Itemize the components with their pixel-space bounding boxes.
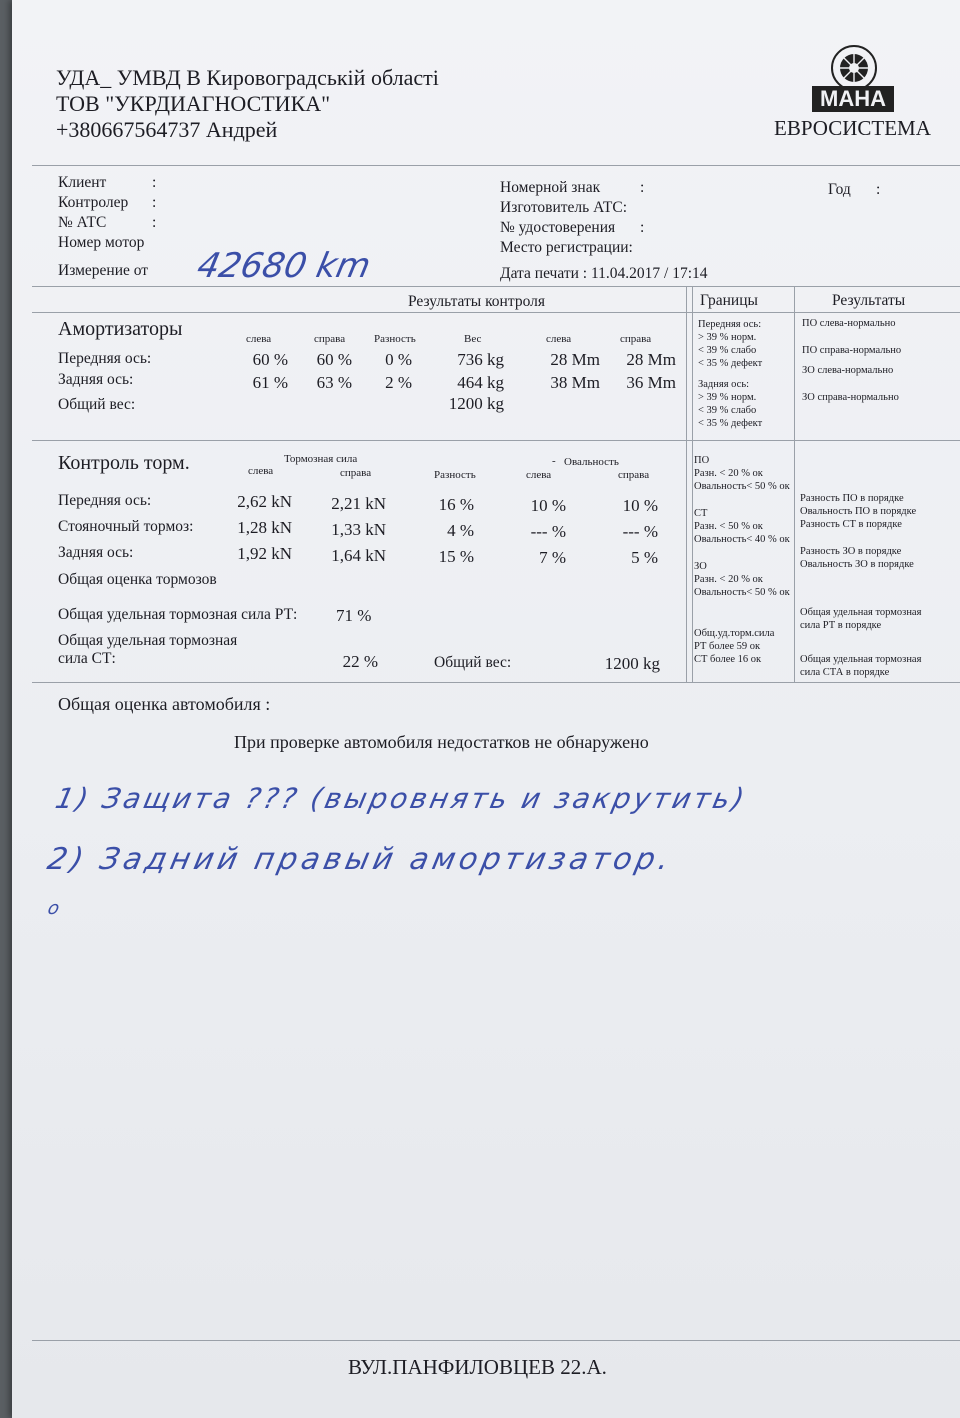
brakes-limit-po-diff: Разн. < 20 % ок [694,468,763,479]
shocks-limit-1: Передняя ось: [698,319,762,330]
shocks-front-left: 60 % [252,350,288,369]
brakes-pt-label: Общая удельная тормозная сила РТ: [58,606,298,623]
brakes-col-left: слева [248,465,274,477]
brakes-rear-right: 1,64 kN [331,546,386,565]
shocks-rear-right2: 36 Mm [626,373,676,392]
shocks-limit-3: < 39 % слабо [698,345,757,356]
brakes-parking-right: 1,33 kN [331,520,386,539]
brakes-parking-ov-left: --- % [530,522,566,541]
brakes-result-5: Овальность ЗО в порядке [800,559,914,570]
shocks-front-right2: 28 Mm [626,350,676,369]
shocks-total-value: 1200 kg [448,394,504,413]
assessment-text: При проверке автомобиля недостатков не обнаружено [234,732,649,752]
brakes-result-9: сила СТА в порядке [800,667,890,678]
brakes-rear-left: 1,92 kN [237,544,292,563]
client-label: Клиент [58,174,107,191]
section-divider [32,440,960,441]
shocks-rear-left: 61 % [252,373,288,392]
limits-header: Границы [700,292,758,309]
controller-colon: : [152,194,157,211]
table-top-line [32,286,960,287]
brakes-total-label: Общий вес: [434,654,512,671]
brand-name: ЕВРОСИСТЕМА [774,116,931,140]
shocks-col-weight: Вес [464,333,482,345]
col-divider-2 [794,286,795,682]
report-sheet [12,0,960,1418]
certificate-label: № удостоверения [500,219,616,236]
brakes-front-diff: 16 % [438,495,474,514]
shocks-result-3: ЗО слева-нормально [802,365,894,376]
measure-label: Измерение от [58,262,149,279]
brakes-front-label: Передняя ось: [58,492,152,509]
brakes-parking-label: Стояночный тормоз: [58,518,194,535]
print-date: Дата печати : 11.04.2017 / 17:14 [500,265,708,282]
org-line-2: ТОВ "УКРДИАГНОСТИКА" [56,91,331,116]
manufacturer-label: Изготовитель АТС: [500,199,628,216]
handwritten-note-2: 2) Задний правый амортизатор. [44,842,677,877]
brakes-front-left: 2,62 kN [237,492,292,511]
ats-number-label: № АТС [58,214,107,231]
shocks-rear-right: 63 % [316,373,352,392]
shocks-front-right: 60 % [316,350,352,369]
shocks-rear-weight: 464 kg [457,373,504,392]
brakes-limit-po: ПО [694,455,710,466]
divider [32,165,960,166]
shocks-rear-label: Задняя ось: [58,371,134,388]
shocks-front-diff: 0 % [385,350,412,369]
ovality-col-right: справа [618,469,650,481]
plate-colon: : [640,179,645,196]
shocks-col-left: слева [246,333,272,345]
handwritten-note-1: 1) Защита ??? (выровнять и закрутить) [52,782,751,815]
ovality-dash: - [552,455,556,467]
shocks-limit-8: < 35 % дефект [698,418,763,429]
shocks-result-2: ПО справа-нормально [802,345,902,356]
brakes-limit-st: СТ [694,508,708,519]
logo-text: MAHA [820,86,886,111]
brakes-col-diff: Разность [434,469,476,481]
shocks-col-left2: слева [546,333,572,345]
brakes-result-4: Разность ЗО в порядке [800,546,902,557]
brakes-result-2: Овальность ПО в порядке [800,506,917,517]
shocks-col-diff: Разность [374,333,416,345]
brakes-limit-st-oval: Овальность< 40 % ок [694,534,790,545]
shocks-col-right2: справа [620,333,652,345]
brakes-ct-value: 22 % [342,652,378,671]
plate-label: Номерной знак [500,179,601,196]
shocks-limit-2: > 39 % норм. [698,332,757,343]
results-control-header: Результаты контроля [408,293,545,310]
shocks-total-label: Общий вес: [58,396,136,413]
brakes-front-ov-left: 10 % [530,496,566,515]
brakes-title: Контроль торм. [58,452,190,474]
shocks-title: Амортизаторы [58,318,183,340]
brakes-front-ov-right: 10 % [622,496,658,515]
org-line-1: УДА_ УМВД В Кировоградській області [56,65,439,90]
brakes-limit-zo-diff: Разн. < 20 % ок [694,574,763,585]
brakes-limit-ct: СТ более 16 ок [694,654,762,665]
brakes-ct-label-2: сила СТ: [58,650,116,667]
ovality-col-left: слева [526,469,552,481]
brakes-limit-po-oval: Овальность< 50 % ок [694,481,790,492]
brakes-parking-diff: 4 % [447,521,474,540]
year-label: Год [828,181,851,198]
brakes-result-8: Общая удельная тормозная [800,654,922,665]
brakes-rear-label: Задняя ось: [58,544,134,561]
brakes-limit-st-diff: Разн. < 50 % ок [694,521,763,532]
ovality-header: Овальность [564,456,619,468]
motor-number-label: Номер мотор [58,234,145,251]
shocks-limit-6: > 39 % норм. [698,392,757,403]
year-colon: : [876,181,881,198]
brakes-ct-label-1: Общая удельная тормозная [58,632,238,649]
measure-value: 42680 km [193,246,375,286]
client-colon: : [152,174,157,191]
brakes-limit-zo: ЗО [694,561,707,572]
col-divider-1b [692,286,693,682]
brakes-parking-left: 1,28 kN [237,518,292,537]
brakes-col-right: справа [340,467,372,479]
shocks-result-1: ПО слева-нормально [802,318,896,329]
footer-divider [32,1340,960,1341]
col-divider-1 [686,286,687,682]
brakes-limit-total: Общ.уд.торм.сила [694,628,775,639]
brakes-overall-label: Общая оценка тормозов [58,571,217,588]
certificate-colon: : [640,219,645,236]
shocks-limit-5: Задняя ось: [698,379,750,390]
brakes-limit-pt: РТ более 59 ок [694,641,761,652]
brakes-total-value: 1200 kg [604,654,660,673]
ats-number-colon: : [152,214,157,231]
shocks-front-left2: 28 Mm [550,350,600,369]
shocks-result-4: ЗО справа-нормально [802,392,899,403]
controller-label: Контролер [58,194,129,211]
assessment-title: Общая оценка автомобиля : [58,694,271,714]
brakes-rear-ov-right: 5 % [631,548,658,567]
maha-logo [802,42,902,116]
brakes-rear-ov-left: 7 % [539,548,566,567]
shocks-limit-7: < 39 % слабо [698,405,757,416]
shocks-rear-diff: 2 % [385,373,412,392]
brake-force-header: Тормозная сила [284,453,358,465]
brakes-result-7: сила РТ в порядке [800,620,882,631]
table-bottom-line [32,682,960,683]
registration-label: Место регистрации: [500,239,633,256]
handwritten-mark: o [45,898,62,919]
brakes-parking-ov-right: --- % [622,522,658,541]
brakes-rear-diff: 15 % [438,547,474,566]
shocks-front-weight: 736 kg [457,350,504,369]
brakes-pt-value: 71 % [336,606,372,625]
brakes-result-6: Общая удельная тормозная [800,607,922,618]
table-header-line [32,312,960,313]
shocks-limit-4: < 35 % дефект [698,358,763,369]
shocks-col-right: справа [314,333,346,345]
brakes-result-3: Разность СТ в порядке [800,519,902,530]
org-phone: +380667564737 Андрей [56,117,278,142]
brakes-limit-zo-oval: Овальность< 50 % ок [694,587,790,598]
brakes-front-right: 2,21 kN [331,494,386,513]
footer-address: ВУЛ.ПАНФИЛОВЦЕВ 22.А. [348,1355,607,1379]
results-header: Результаты [832,292,906,309]
shocks-rear-left2: 38 Mm [550,373,600,392]
brakes-result-1: Разность ПО в порядке [800,493,904,504]
shocks-front-label: Передняя ось: [58,350,152,367]
